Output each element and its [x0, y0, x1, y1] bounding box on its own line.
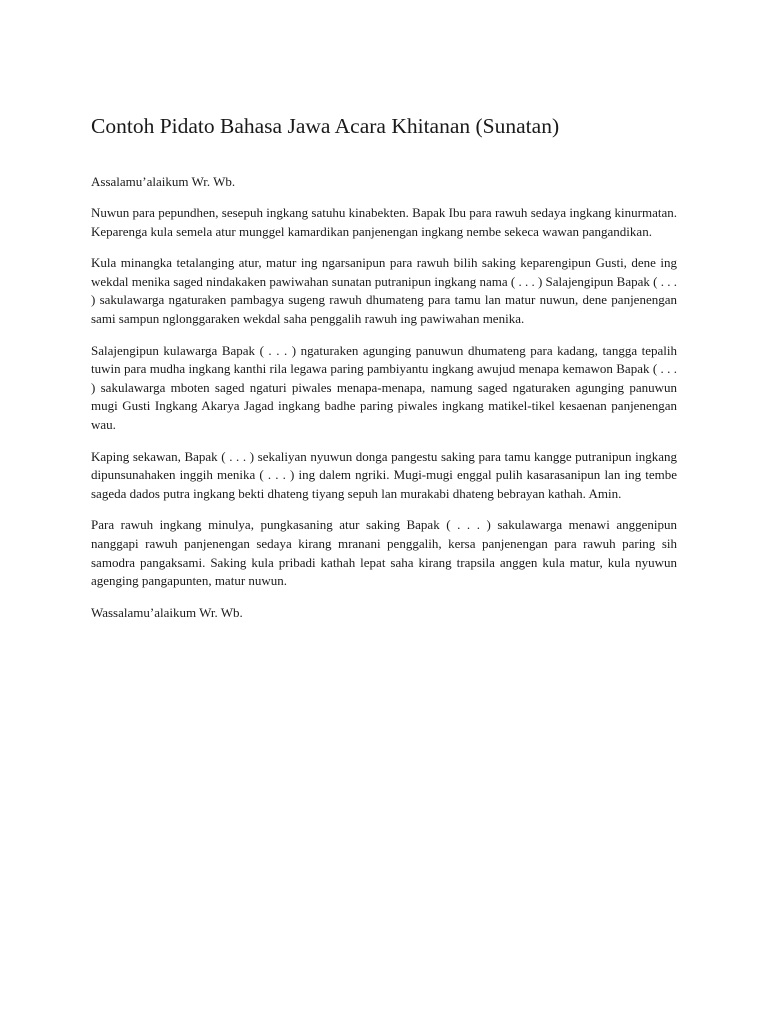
document-title: Contoh Pidato Bahasa Jawa Acara Khitanan (Sunatan): [91, 114, 560, 138]
paragraph: Kaping sekawan, Bapak ( . . . ) sekaliyan nyuwun donga pangestu saking para tamu kangge putranipun ingkang dipunsunahaken inggih menika ( . . . ) ing dalem ngriki. Mugi-mugi enggal pulih kasarasanipun lan ing tembe sageda dados putra ingkang bekti dhateng tiyang sepuh lan murakabi dhateng bebrayan kathah. Amin.: [91, 448, 677, 501]
paragraph: Kula minangka tetalanging atur, matur ing ngarsanipun para rawuh bilih saking keparengipun Gusti, dene ing wekdal menika saged nindakaken pawiwahan sunatan putranipun ingkang nama ( . . . ) Salajengipun Bapak ( . . . ) sakulawarga ngaturaken pambagya sugeng rawuh dhumateng para tamu lan matur nuwun, dene panjenengan sami sampun nglonggaraken wekdal saha penggalih rawuh ing pawiwahan menika.: [91, 255, 677, 326]
paragraph: Nuwun para pepundhen, sesepuh ingkang satuhu kinabekten. Bapak Ibu para rawuh sedaya ingkang kinurmatan. Keparenga kula semela atur munggel kamardikan panjenengan ingkang nembe sekeca wawan pangandikan.: [91, 205, 677, 239]
paragraph: Salajengipun kulawarga Bapak ( . . . ) ngaturaken agunging panuwun dhumateng para kadang, tangga tepalih tuwin para mudha ingkang kanthi rila legawa paring pambiyantu ingkang awujud menapa kemawon Bapak ( . . . ) sakulawarga mboten saged ngaturi piwales menapa-menapa, namung saged ngaturaken agunging panuwun mugi Gusti Ingkang Akarya Jagad ingkang badhe paring piwales ingkang matikel-tikel kesaenan panjenengan wau.: [91, 342, 677, 432]
opening-greeting: Assalamu’alaikum Wr. Wb.: [91, 174, 236, 189]
closing-greeting: Wassalamu’alaikum Wr. Wb.: [91, 604, 243, 620]
document-body: [91, 173, 677, 635]
paragraph: Para rawuh ingkang minulya, pungkasaning atur saking Bapak ( . . . ) sakulawarga menawi anggenipun nanggapi rawuh panjenengan sedaya kirang mranani penggalih, kersa panjenengan para rawuh paring sih samodra pangaksami. Saking kula pribadi kathah lepat saha kirang trapsila anggen kula matur, kula nyuwun agenging pangapunten, matur nuwun.: [91, 517, 677, 589]
